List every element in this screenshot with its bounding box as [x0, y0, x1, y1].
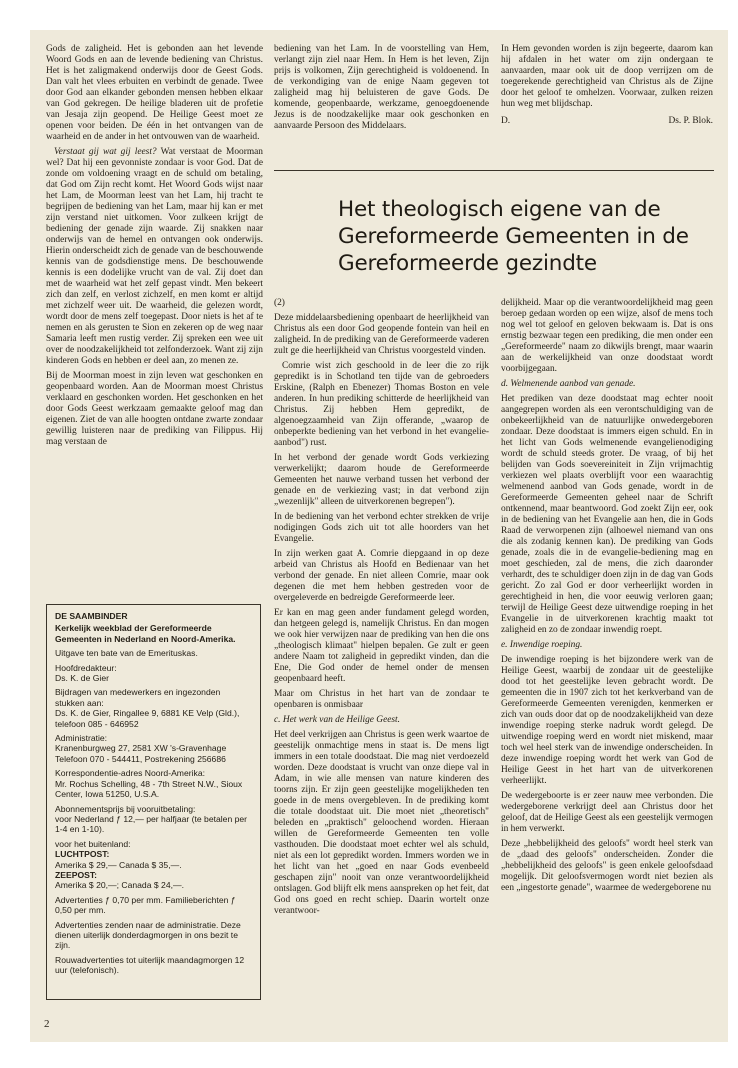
column-2-top: [274, 44, 489, 136]
airmail-prices: Amerika $ 29,— Canada $ 35,—.: [55, 859, 182, 870]
admin-address: Kranenburgweg 27, 2581 XW 's-Gravenhage Telefoon 070 - 544411, Postrekening 256686: [55, 743, 227, 764]
signature-line: [501, 116, 713, 127]
abroad-block: [55, 839, 252, 891]
admin-block: [55, 733, 252, 764]
paragraph-text: Wat verstaat de Moorman wel? Dat hij een gevonniste zondaar is voor God. Dat de zonde om voldoening vraagt en de schuld om betaling, dat God om Zijn recht komt. Het Woord Gods wijst naar het Lam, de Moorman leest van het Lam, hij tracht te begrijpen de bediening van het Lam, maar hij kan er met zijn verstand niet uitkomen. Voor zulkeen krijgt de bediening der genade zijn waarde. Zij snakken naar onderwijs van de hemel en ontvangen ook onderwijs. Hierin onderscheidt zich de genade van de beschouwende kennis van de godsdienstige mens. De beschouwende kennis is een dodelijke vrucht van de val. Zij doet dan met de waarheid wat het zelf gepast vindt. Men bekeert zich dan zelf, en verlost zichzelf, en men komt er altijd met zichzelf weer uit. De waarheid, die gelezen wordt, wordt door de mens zelf toegepast. Door niets is het af te nemen en als gerusten te Sion en zekeren op de weg naar Samaria leeft men rustig verder. Zij spreken een wee uit over de noodzakelijkheid tot zelfonderzoek. Want zij zijn kinderen Gods en hebben er deel aan, zo menen ze.: [46, 147, 263, 366]
seamail-label: ZEEPOST:: [55, 869, 98, 880]
section-heading: e. Inwendige roeping.: [501, 640, 583, 650]
seamail-prices: Amerika $ 20,—; Canada $ 24,—.: [55, 880, 184, 891]
admin-label: Administratie:: [55, 733, 108, 744]
correspondence-block: [55, 768, 252, 799]
masthead-subtitle: Kerkelijk weekblad der Gereformeerde Gemeenten in Nederland en Noord-Amerika.: [55, 623, 236, 644]
abroad-label: voor het buitenland:: [55, 838, 131, 849]
editor-name: Ds. K. de Gier: [55, 673, 109, 684]
signature-author: Ds. P. Blok.: [668, 116, 713, 126]
paragraph: In de bediening van het verbond echter strekken de vrije nodigingen Gods zich uit tot alle hoorders van het Evangelie.: [274, 512, 489, 544]
paragraph: In zijn werken gaat A. Comrie diepgaand in op deze arbeid van Christus als Hoofd en Bedienaar van het verbond der genade. En niet alleen Comrie, maar ook degenen die met hem hebben gestreden voor de overgeleverde en bedreigde Gereformeerde leer.: [274, 549, 489, 603]
correspondence-label: Korrespondentie-adres Noord-Amerika:: [55, 768, 205, 779]
paragraph: Comrie wist zich geschoold in de leer die zo rijk gepredikt is in Schotland ten tijde van de gebroeders Erskine, (Ralph en Ebenezer) Thomas Boston en vele anderen. In hun prediking schitterde de heerlijkheid van Christus. Zij hebben Hem gepredikt, de algenoegzaamheid van Zijn offerande, „waarop de onbeperkte bediening van het verbond in het evangelie-aanbod") rust.: [274, 361, 489, 448]
paragraph: Er kan en mag geen ander fundament gelegd worden, dan hetgeen gelegd is, namelijk Christus. En dan mogen we ook hier verwijzen naar de prediking van hen die ons „theologisch klimaat" hielpen bepalen. Ge zult er geen andere Naam tot zaligheid in gepredikt vinden, dan die Ene, Die God onder de hemel onder de mensen geopenbaard heeft.: [274, 608, 489, 684]
column-2-article: [274, 298, 489, 921]
column-3-top: [501, 44, 713, 127]
publisher-line: Uitgave ten bate van de Emerituskas.: [55, 648, 198, 659]
paragraph: In het verbond der genade wordt Gods verkiezing verwerkelijkt; daarom houde de Gereformeerde Gemeenten het nauwe verband tussen het verbond der genade en de verkiezing vast; in dat verbond zijn „wezenlijk" alleen de uitverkorenen begrepen").: [274, 453, 489, 507]
paragraph: [46, 147, 263, 367]
subscription-label: Abonnementsprijs bij vooruitbetaling:: [55, 803, 196, 814]
masthead-title: DE SAAMBINDER: [55, 611, 128, 621]
subscription-block: [55, 804, 252, 835]
paragraph: (2): [274, 298, 285, 308]
ads-note: Advertenties zenden naar de administratie. Deze dienen uiterlijk donderdagmorgen in ons bezit te zijn.: [55, 919, 241, 951]
paragraph: Het deel verkrijgen aan Christus is geen werk waartoe de geestelijk onmachtige mens in staat is. De mens ligt immers in een totale doodstaat. Die mag niet verdoezeld worden. Deze doodstaat is vrucht van onze diepe val in Adam, in wie alle mensen van nature kinderen des toorns zijn. Er zijn geen geestelijke mogelijkheden ten goede in de mens overgebleven. In de prediking komt die totale doodstaat uit. Die moet niet „theoretisch" beleden en „praktisch" geloochend worden. Hieraan willen de Gereformeerde Gemeenten ten volle vasthouden. Die doodstaat moet echter wel als schuld, niet als een lot gepredikt worden. Immers worden we in het licht van het „goed en naar Gods evenbeeld geschapen zijn" nooit van onze verantwoordelijkheid ontslagen. God blijft elk mens aanspreken op het feit, dat God ons goed en recht schiep. Daarin wortelt onze verantwoor-: [274, 730, 489, 916]
contrib-address: Ds. K. de Gier, Ringallee 9, 6881 KE Velp (Gld.), telefoon 085 - 646952: [55, 708, 240, 729]
editor-label: Hoofdredakteur:: [55, 662, 117, 673]
paragraph: De inwendige roeping is het bijzondere werk van de Heilige Geest, waarbij de zondaar uit de geestelijke dood tot het geestelijke leven gebracht wordt. De gemeenten die in 1907 zich tot het kerkverband van de Gereformeerde Gemeenten verenigden, kenmerken er zich van ouds door dat op de noodzakelijkheid van deze inwendige roeping sterke nadruk wordt gelegd. De uitwendige roeping werd en wordt niet miskend, maar toch wel heel sterk van de inwendige onderscheiden. In deze inwendige roeping wordt het werk van God de Heilige Geest in het hart van de uitverkorenen verheerlijkt.: [501, 655, 713, 786]
contrib-block: [55, 687, 252, 729]
ads-rates: Advertenties ƒ 0,70 per mm. Familieberichten ƒ 0,50 per mm.: [55, 894, 236, 916]
column-3-article: [501, 298, 713, 898]
divider: [274, 170, 714, 171]
mourning-note: Rouwadvertenties tot uiterlijk maandagmorgen 12 uur (telefonisch).: [55, 954, 245, 976]
paragraph: Bij de Moorman moest in zijn leven wat geschonken en geopenbaard worden. Aan de Moorman moest Christus verklaard en geschonken worden. Het geschonken en het door Gods Geest werkzaam gemaakte geloof mag dan eigenen. Ziet de van alle hoogten ontdane zwarte zondaar gewillig luisteren naar de prediking van Filippus. Hij mag verstaan de: [46, 371, 263, 447]
paragraph: Deze „hebbelijkheid des geloofs" wordt heel sterk van de „daad des geloofs" onderscheiden. Zonder die „hebbelijkheid des geloofs" is geen enkele geloofsdaad mogelijk. Dit geloofsvermogen wordt niet bezien als een „ingestorte genade", waarmee de wedergeborene nu: [501, 839, 713, 893]
correspondence-address: Mr. Rochus Schelling, 48 - 7th Street N.W., Sioux Center, Iowa 51250, U.S.A.: [55, 778, 243, 800]
article-title: Het theologisch eigene van de Gereformeerde Gemeenten in de Gereformeerde gezindte: [338, 197, 689, 276]
subscription-nl: voor Nederland ƒ 12,— per halfjaar (te betalen per 1-4 en 1-10).: [55, 813, 248, 835]
colophon-box: [46, 604, 261, 1000]
italic-lead: Verstaat gij wat gij leest?: [54, 147, 157, 157]
signature-initial: D.: [501, 116, 511, 126]
paragraph: Gods de zaligheid. Het is gebonden aan het levende Woord Gods en aan de levende bediening van Christus. Het is het zaligmakend onderwijs door de Geest Gods. Dan valt het vlees erbuiten en verbindt de genade. Twee door God aan elkander gebonden mensen hebben elkaar van God gekregen. De heilige bladeren uit de profetie van Jesaja zijn geopend. De Heilige Geest moet ze openen voor beiden. De één in het ontvangen van de waarheid en de ander in het ontvouwen van de waarheid.: [46, 44, 263, 142]
paragraph: In Hem gevonden worden is zijn begeerte, daarom kan hij afdalen in het water om zijn ondergaan te aanvaarden, maar ook uit de doop verrijzen om de toegerekende gerechtigheid van Christus als de Zijne door het geloof te omhelzen. Voorwaar, zulken reizen hun weg met blijdschap.: [501, 44, 713, 109]
paragraph: Het prediken van deze doodstaat mag echter nooit aangegrepen worden als een verontschuldiging van de onbekeerlijkheid van de natuurlijke onwedergeboren zondaar. Deze doodstaat is immers eigen schuld. En in het licht van Gods welmenende evangelienodiging wordt de schuld steeds groter. De vraag, of bij het belijden van Gods soevereiniteit in Zijn vrijmachtig verkiezen wel plaats overblijft voor een waarachtig welmenend aanbod van Gods genade, wordt in de Gereformeerde Gemeenten geheel naar de Schrift ontkennend, maar beantwoord. God zoekt Zijn eer, ook in de bediening van het Evangelie aan hen, die in Gods Raad de verworpenen zijn (alhoewel niemand van ons die als zodanig kennen kan). De prediking van Gods genade, zoals die in de evangelie-bediening mag en moet geschieden, zal de mens, die zich daaronder verhardt, des te schuldiger doen zijn in de dag van Gods gericht. Zo zal God er door verheerlijkt worden in gerechtigheid in hen, die voor eeuwig verloren gaan; terwijl de Heilige Geest deze uitwendige roeping in het Evangelie in de uitverkorenen krachtig maakt tot zaligheid en zo de zondaar inwendig roept.: [501, 394, 713, 635]
paragraph: delijkheid. Maar op die verantwoordelijkheid mag geen beroep gedaan worden op een wijze, alsof de mens toch nog wel tot geloof en geloven bekwaam is. Dat is ons ernstig bezwaar tegen een prediking, die men onder een „Gereformeerde" naam zo dikwijls brengt, maar waarin aan de werkelijkheid van onze doodstaat wordt voorbijgegaan.: [501, 298, 713, 374]
contrib-label: Bijdragen van medewerkers en ingezonden stukken aan:: [55, 687, 221, 708]
paragraph: De wedergeboorte is er zeer nauw mee verbonden. Die wedergeborene verkrijgt deel aan Christus door het geloof, dat de Heilige Geest als een geestelijk vermogen in hem verwerkt.: [501, 791, 713, 834]
column-1: [46, 44, 263, 452]
paragraph: Deze middelaarsbediening openbaart de heerlijkheid van Christus als een door God geopende fontein van heil en zaligheid. In de prediking van de Gereformeerde vaderen zult ge die heerlijkheid van Christus voorgesteld vinden.: [274, 313, 489, 356]
paragraph: bediening van het Lam. In de voorstelling van Hem, verlangt zijn ziel naar Hem. In Hem is het leven, Zijn prijs is volkomen, Zijn gerechtigheid is voldoenend. In de verkondiging van de enige Naam gegeven tot zaligheid mag hij beluisteren de gave Gods. De komende, geopenbaarde, werkzame, genoegdoenende Jezus is de noodzakelijke maar ook geschonken en aanvaarde Persoon des Middelaars.: [274, 44, 489, 131]
page-number: 2: [44, 1018, 50, 1030]
editor-block: [55, 663, 252, 684]
airmail-label: LUCHTPOST:: [55, 849, 110, 860]
section-heading: d. Welmenende aanbod van genade.: [501, 379, 636, 389]
paragraph: Maar om Christus in het hart van de zondaar te openbaren is onmisbaar: [274, 689, 489, 710]
section-heading: c. Het werk van de Heilige Geest.: [274, 715, 400, 725]
